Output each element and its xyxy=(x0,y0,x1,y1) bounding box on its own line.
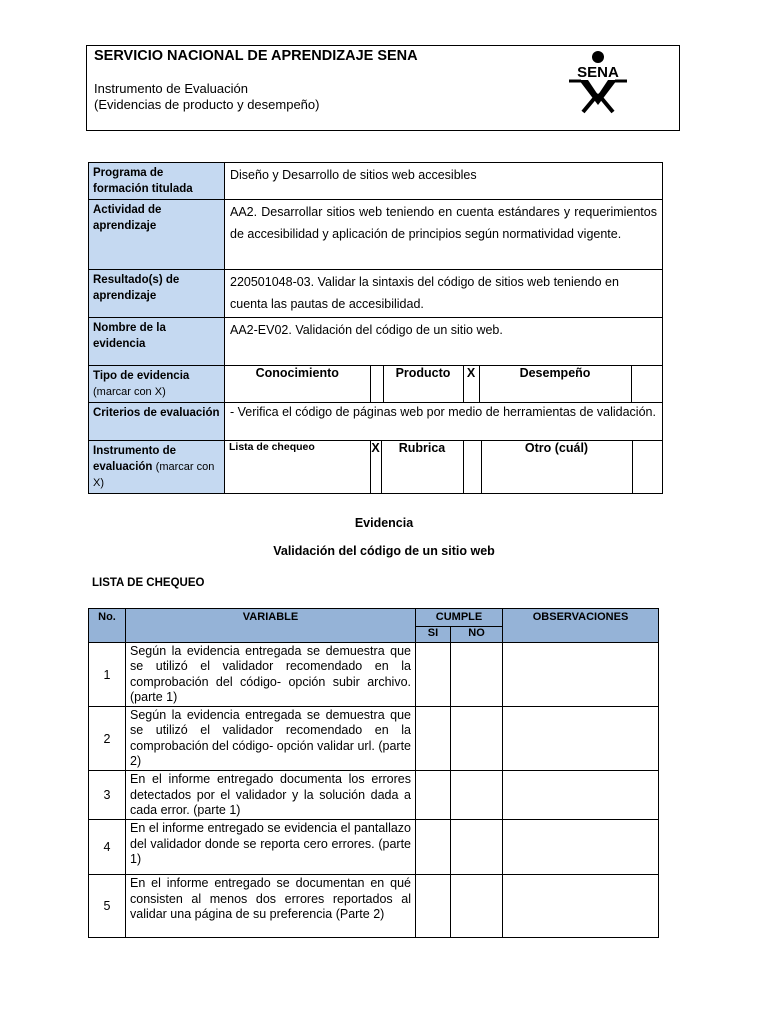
row-si-cell[interactable] xyxy=(416,875,451,938)
inst-otro: Otro (cuál) xyxy=(481,441,632,493)
row-number: 2 xyxy=(89,707,126,771)
row-si-cell[interactable] xyxy=(416,643,451,707)
row-number: 1 xyxy=(89,643,126,707)
programa-value: Diseño y Desarrollo de sitios web accesibles xyxy=(225,163,663,200)
tipo-desempeno-mark[interactable] xyxy=(631,366,662,402)
row-si-cell[interactable] xyxy=(416,771,451,820)
tipo-producto-mark[interactable]: X xyxy=(463,366,479,402)
row-number: 5 xyxy=(89,875,126,938)
nombre-label: Nombre de la evidencia xyxy=(89,318,225,366)
table-row xyxy=(89,875,659,938)
instrumento-label-cell xyxy=(89,441,225,494)
inst-lista: Lista de chequeo xyxy=(225,441,370,493)
tipo-row xyxy=(89,366,663,403)
checklist-label: LISTA DE CHEQUEO xyxy=(92,577,205,589)
row-variable: Según la evidencia entregada se demuestra que se utilizó el validador recomendado en la comprobación del código- opción subir archivo. (parte 1) xyxy=(126,643,416,707)
nombre-value: AA2-EV02. Validación del código de un sitio web. xyxy=(225,318,663,366)
document-header xyxy=(86,45,680,131)
table-row xyxy=(89,771,659,820)
evidence-info-table xyxy=(88,162,663,494)
row-observaciones-cell[interactable] xyxy=(503,707,659,771)
instrument-subtitle: (Evidencias de producto y desempeño) xyxy=(94,97,320,112)
programa-row xyxy=(89,163,663,200)
tipo-sub: (marcar con X) xyxy=(93,386,166,398)
header-variable: VARIABLE xyxy=(126,609,416,643)
tipo-options xyxy=(225,366,663,403)
row-variable: Según la evidencia entregada se demuestra que se utilizó el validador recomendado en la comprobación del código- opción validar url. (parte 2) xyxy=(126,707,416,771)
row-observaciones-cell[interactable] xyxy=(503,820,659,875)
programa-label: Programa de formación titulada xyxy=(89,163,225,200)
checklist-table xyxy=(88,608,659,938)
row-observaciones-cell[interactable] xyxy=(503,875,659,938)
actividad-label: Actividad de aprendizaje xyxy=(89,200,225,270)
criterios-row xyxy=(89,403,663,441)
table-row xyxy=(89,820,659,875)
actividad-value: AA2. Desarrollar sitios web teniendo en cuenta estándares y requerimientos de accesibilidad y aplicación de principios según normatividad vigente. xyxy=(225,200,663,270)
tipo-label-cell xyxy=(89,366,225,403)
instrument-title: Instrumento de Evaluación xyxy=(94,81,248,96)
tipo-producto: Producto xyxy=(383,366,463,402)
resultado-value: 220501048-03. Validar la sintaxis del código de sitios web teniendo en cuenta las pautas de accesibilidad. xyxy=(225,270,663,318)
row-variable: En el informe entregado se documentan en qué consisten al menos dos errores reportados al validar una página de su preferencia (Parte 2) xyxy=(126,875,416,938)
instrumento-options xyxy=(225,441,663,494)
criterios-label: Criterios de evaluación xyxy=(89,403,225,441)
inst-rubrica-mark[interactable] xyxy=(463,441,481,493)
sena-logo xyxy=(563,50,633,114)
row-no-cell[interactable] xyxy=(451,707,503,771)
header-no-col: NO xyxy=(451,627,503,643)
row-si-cell[interactable] xyxy=(416,820,451,875)
inst-rubrica: Rubrica xyxy=(381,441,463,493)
criterios-value: - Verifica el código de páginas web por medio de herramientas de validación. xyxy=(225,403,663,441)
header-si: SI xyxy=(416,627,451,643)
row-no-cell[interactable] xyxy=(451,643,503,707)
header-no: No. xyxy=(89,609,126,643)
row-variable: En el informe entregado se evidencia el pantallazo del validador donde se reporta cero errores. (parte 1) xyxy=(126,820,416,875)
evidencia-subtitle: Validación del código de un sitio web xyxy=(273,544,495,558)
row-variable: En el informe entregado documenta los errores detectados por el validador y la solución dada a cada error. (parte 1) xyxy=(126,771,416,820)
sena-logo-text: SENA xyxy=(577,64,619,81)
instrumento-sub: (marcar con X) xyxy=(93,461,215,489)
table-row xyxy=(89,643,659,707)
header-observaciones: OBSERVACIONES xyxy=(503,609,659,643)
row-observaciones-cell[interactable] xyxy=(503,771,659,820)
tipo-label: Tipo de evidencia xyxy=(93,370,190,382)
inst-otro-mark[interactable] xyxy=(632,441,662,493)
instrumento-row xyxy=(89,441,663,494)
evidencia-title: Evidencia xyxy=(354,516,414,530)
row-number: 4 xyxy=(89,820,126,875)
row-no-cell[interactable] xyxy=(451,820,503,875)
tipo-conocimiento: Conocimiento xyxy=(225,366,370,402)
row-observaciones-cell[interactable] xyxy=(503,643,659,707)
tipo-desempeno: Desempeño xyxy=(479,366,631,402)
resultado-label: Resultado(s) de aprendizaje xyxy=(89,270,225,318)
row-number: 3 xyxy=(89,771,126,820)
resultado-row xyxy=(89,270,663,318)
actividad-row xyxy=(89,200,663,270)
row-no-cell[interactable] xyxy=(451,771,503,820)
tipo-conocimiento-mark[interactable] xyxy=(370,366,383,402)
row-si-cell[interactable] xyxy=(416,707,451,771)
organization-name: SERVICIO NACIONAL DE APRENDIZAJE SENA xyxy=(94,48,418,64)
header-cumple: CUMPLE xyxy=(416,609,503,627)
table-row xyxy=(89,707,659,771)
instrumento-label: Instrumento de evaluación xyxy=(93,445,177,473)
row-no-cell[interactable] xyxy=(451,875,503,938)
nombre-row xyxy=(89,318,663,366)
inst-lista-mark[interactable]: X xyxy=(370,441,381,493)
